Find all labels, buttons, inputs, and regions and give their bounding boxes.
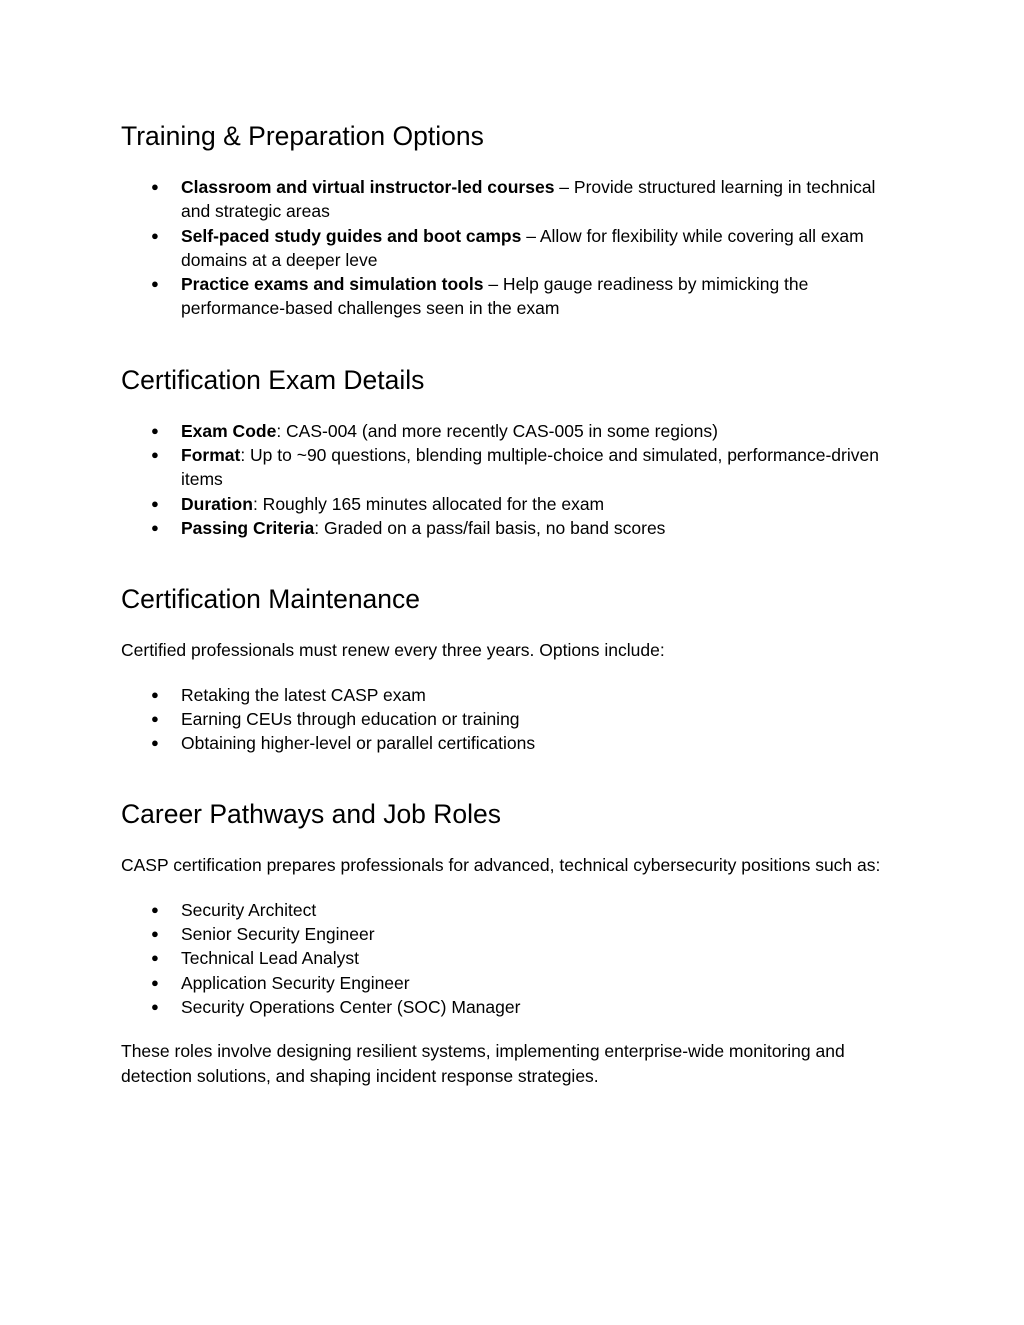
bullet-icon: ● [151,974,159,990]
list-item-text: Earning CEUs through education or training [181,708,520,729]
list-item [121,419,906,443]
list-item [121,922,906,946]
list-item-text: : CAS‑004 (and more recently CAS‑005 in some regions) [276,420,718,441]
list-item [121,946,906,970]
section-heading-exam: Certification Exam Details [121,364,425,395]
list-item-bold: Self-paced study guides and boot camps [181,225,522,246]
list-item [121,683,906,707]
list-item-text: Senior Security Engineer [181,924,375,945]
bullet-icon: ● [151,710,159,726]
list-item-text: Obtaining higher-level or parallel certifications [181,733,536,754]
bullet-icon: ● [151,179,159,194]
bullet-icon: ● [151,950,159,966]
list-item [121,443,906,492]
training-list [121,175,904,321]
section-maintenance [121,580,904,755]
list-item [121,707,906,731]
bullet-icon: ● [151,447,159,463]
career-roles-list [121,898,904,1019]
section-training [121,117,904,321]
list-item [121,272,906,321]
list-item [121,224,906,273]
list-item [121,492,906,516]
list-item-text: Application Security Engineer [181,972,410,993]
bullet-icon: ● [151,901,159,917]
bullet-icon: ● [151,998,159,1014]
career-intro: CASP certification prepares professionals for advanced, technical cybersecurity positions such as: [121,855,881,876]
bullet-icon: ● [151,926,159,942]
list-item [121,516,906,540]
list-item-text: Retaking the latest CASP exam [181,684,426,705]
list-item [121,898,906,922]
career-closing: These roles involve designing resilient systems, implementing enterprise-wide monitoring and detection solutions, and shaping incident response strategies. [121,1041,845,1086]
list-item [121,175,906,224]
bullet-icon: ● [151,519,159,535]
bullet-icon: ● [151,735,159,751]
bullet-icon: ● [151,495,159,511]
section-career [121,795,904,1087]
list-item-bold: Classroom and virtual instructor-led courses [181,177,555,197]
section-heading-career: Career Pathways and Job Roles [121,799,502,830]
list-item [121,731,906,755]
list-item-bold: Format [181,445,241,466]
list-item-bold: Practice exams and simulation tools [181,274,484,295]
exam-list [121,419,904,540]
bullet-icon: ● [151,276,159,292]
section-heading-maintenance: Certification Maintenance [121,584,421,615]
bullet-icon: ● [151,422,159,438]
list-item-text: Technical Lead Analyst [181,948,360,969]
list-item [121,995,906,1019]
list-item-text: – Allow for flexibility while covering all exam domains at a deeper leve [181,225,864,270]
list-item-text: : Up to ~90 questions, blending multiple-choice and simulated, performance-driven items [181,445,879,490]
list-item-bold: Duration [181,493,253,514]
maintenance-list [121,683,904,756]
list-item-text: : Roughly 165 minutes allocated for the exam [252,493,605,514]
list-item-bold: Passing Criteria [181,517,315,538]
list-item-text: Security Operations Center (SOC) Manager [181,996,521,1017]
maintenance-intro: Certified professionals must renew every three years. Options include: [121,640,665,661]
list-item-text: – Provide structured learning in technical and strategic areas [181,177,876,222]
list-item [121,971,906,995]
list-item-bold: Exam Code [181,420,277,441]
list-item-text: : Graded on a pass/fail basis, no band scores [314,517,666,538]
section-heading-training: Training & Preparation Options [121,121,484,151]
section-exam-details [121,361,904,540]
list-item-text: Security Architect [181,899,317,920]
bullet-icon: ● [151,227,159,243]
bullet-icon: ● [151,686,159,702]
list-item-text: – Help gauge readiness by mimicking the performance-based challenges seen in the exam [181,274,809,319]
